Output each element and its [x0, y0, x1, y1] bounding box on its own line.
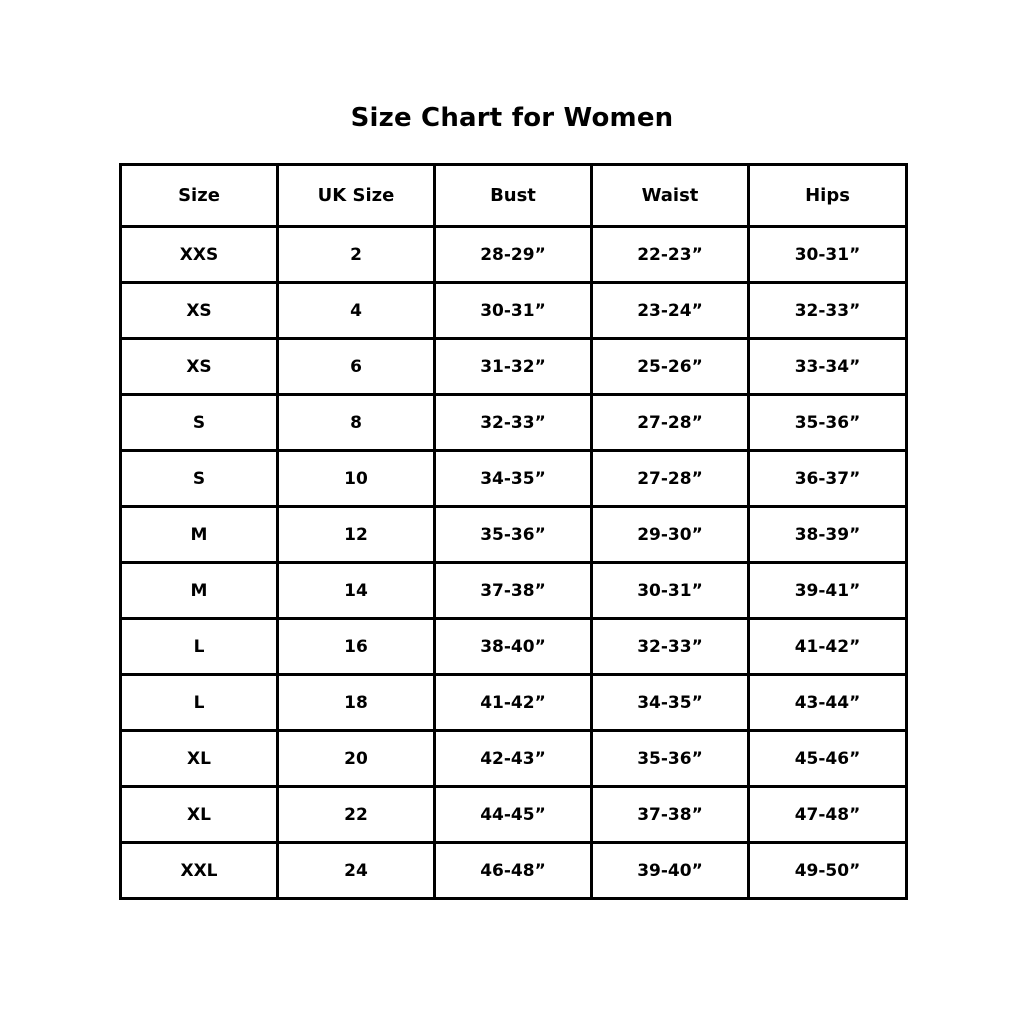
cell-bust: 31-32” — [435, 339, 592, 395]
column-header-hips: Hips — [749, 165, 907, 227]
table-row — [121, 507, 907, 563]
cell-size: XS — [121, 283, 278, 339]
page-title: Size Chart for Women — [350, 103, 674, 133]
cell-size: L — [121, 675, 278, 731]
cell-waist: 34-35” — [592, 675, 749, 731]
cell-size: M — [121, 563, 278, 619]
cell-bust: 28-29” — [435, 227, 592, 283]
cell-hips: 47-48” — [749, 787, 907, 843]
cell-uk-size: 12 — [278, 507, 435, 563]
table-row — [121, 227, 907, 283]
cell-size: S — [121, 451, 278, 507]
table-row — [121, 451, 907, 507]
cell-bust: 42-43” — [435, 731, 592, 787]
cell-waist: 35-36” — [592, 731, 749, 787]
cell-waist: 22-23” — [592, 227, 749, 283]
cell-uk-size: 4 — [278, 283, 435, 339]
cell-uk-size: 18 — [278, 675, 435, 731]
cell-hips: 49-50” — [749, 843, 907, 899]
cell-uk-size: 20 — [278, 731, 435, 787]
cell-bust: 32-33” — [435, 395, 592, 451]
cell-size: XXS — [121, 227, 278, 283]
table-row — [121, 339, 907, 395]
column-header-bust: Bust — [435, 165, 592, 227]
column-header-size: Size — [121, 165, 278, 227]
cell-size: XXL — [121, 843, 278, 899]
cell-waist: 37-38” — [592, 787, 749, 843]
cell-size: XL — [121, 731, 278, 787]
table-row — [121, 731, 907, 787]
cell-waist: 25-26” — [592, 339, 749, 395]
cell-hips: 39-41” — [749, 563, 907, 619]
cell-uk-size: 14 — [278, 563, 435, 619]
cell-bust: 38-40” — [435, 619, 592, 675]
cell-uk-size: 10 — [278, 451, 435, 507]
table-row — [121, 619, 907, 675]
cell-size: M — [121, 507, 278, 563]
cell-bust: 34-35” — [435, 451, 592, 507]
cell-uk-size: 22 — [278, 787, 435, 843]
column-header-uk-size: UK Size — [278, 165, 435, 227]
cell-waist: 29-30” — [592, 507, 749, 563]
cell-hips: 45-46” — [749, 731, 907, 787]
cell-hips: 38-39” — [749, 507, 907, 563]
table-row — [121, 395, 907, 451]
cell-waist: 32-33” — [592, 619, 749, 675]
cell-uk-size: 16 — [278, 619, 435, 675]
table-row — [121, 283, 907, 339]
cell-uk-size: 2 — [278, 227, 435, 283]
cell-uk-size: 8 — [278, 395, 435, 451]
cell-bust: 37-38” — [435, 563, 592, 619]
cell-bust: 44-45” — [435, 787, 592, 843]
cell-size: XS — [121, 339, 278, 395]
table-row — [121, 843, 907, 899]
cell-bust: 35-36” — [435, 507, 592, 563]
cell-waist: 30-31” — [592, 563, 749, 619]
cell-bust: 41-42” — [435, 675, 592, 731]
cell-uk-size: 6 — [278, 339, 435, 395]
cell-size: S — [121, 395, 278, 451]
cell-hips: 35-36” — [749, 395, 907, 451]
cell-hips: 33-34” — [749, 339, 907, 395]
cell-hips: 32-33” — [749, 283, 907, 339]
cell-waist: 27-28” — [592, 395, 749, 451]
table-row — [121, 675, 907, 731]
size-chart-table-container — [119, 163, 905, 900]
cell-waist: 39-40” — [592, 843, 749, 899]
cell-bust: 30-31” — [435, 283, 592, 339]
cell-hips: 30-31” — [749, 227, 907, 283]
cell-waist: 27-28” — [592, 451, 749, 507]
cell-hips: 36-37” — [749, 451, 907, 507]
table-header-row — [121, 165, 907, 227]
cell-size: XL — [121, 787, 278, 843]
table-row — [121, 563, 907, 619]
size-chart-table — [119, 163, 908, 900]
cell-hips: 41-42” — [749, 619, 907, 675]
column-header-waist: Waist — [592, 165, 749, 227]
cell-hips: 43-44” — [749, 675, 907, 731]
cell-uk-size: 24 — [278, 843, 435, 899]
cell-size: L — [121, 619, 278, 675]
cell-waist: 23-24” — [592, 283, 749, 339]
table-row — [121, 787, 907, 843]
cell-bust: 46-48” — [435, 843, 592, 899]
